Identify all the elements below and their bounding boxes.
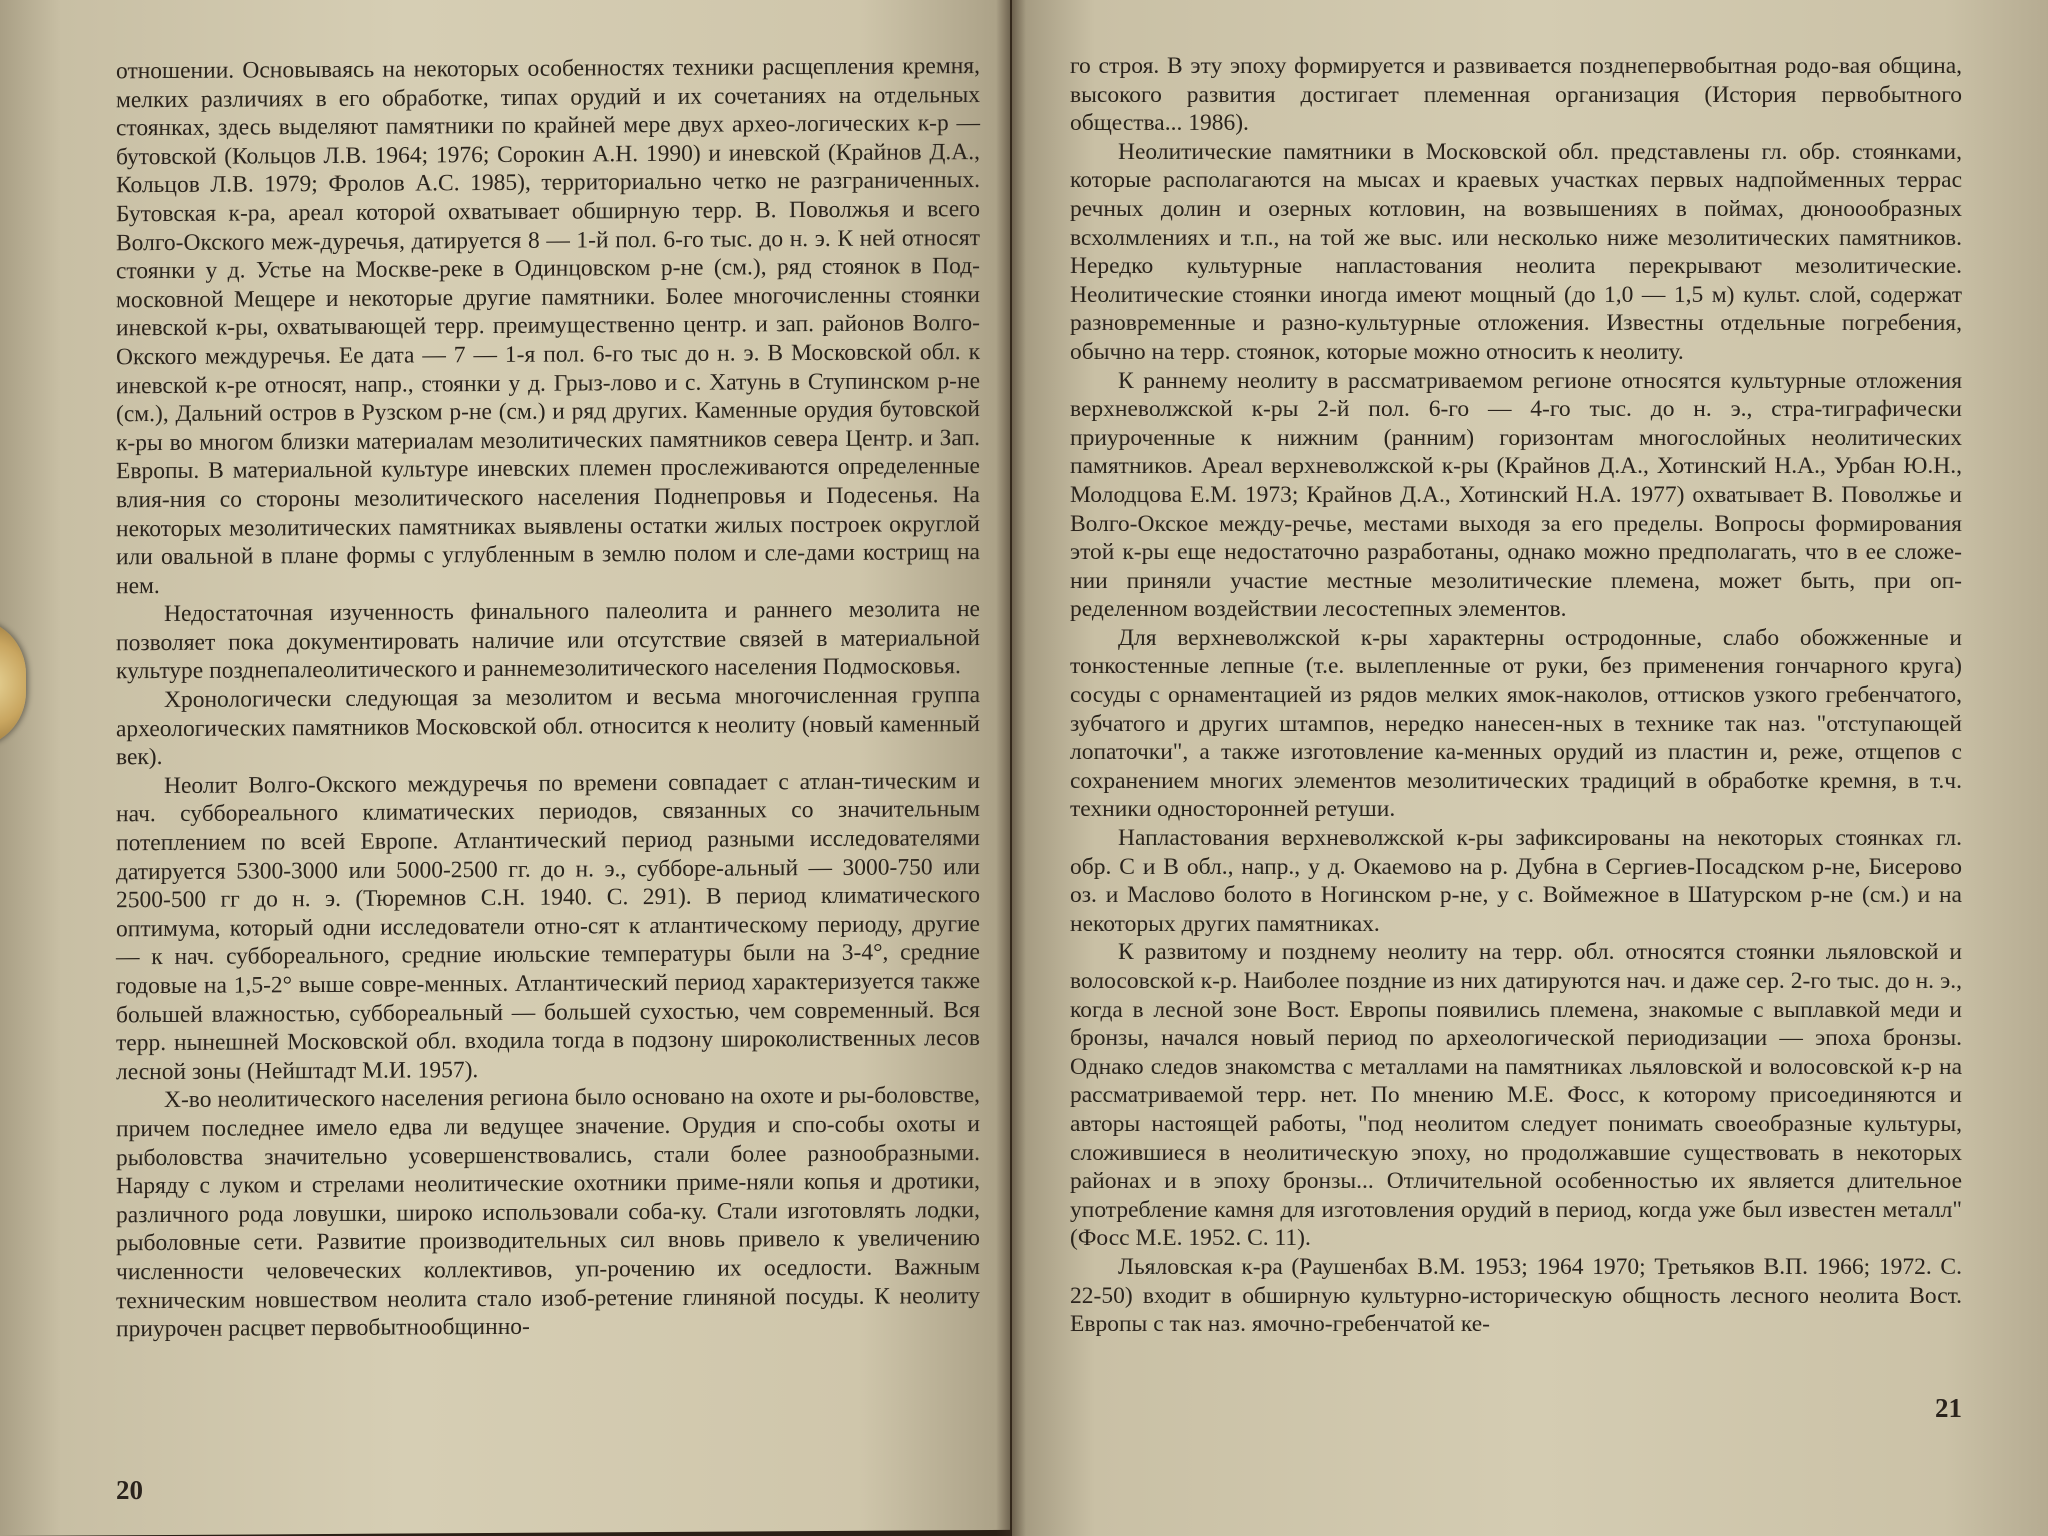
paragraph: Хронологически следующая за мезолитом и весьма многочисленная группа археологических памятников Московской обл. относится к неолиту (новый каменный век). — [116, 682, 980, 771]
left-page — [0, 0, 1010, 1536]
paragraph: Льяловская к-ра (Раушенбах В.М. 1953; 1964 1970; Третьяков В.П. 1966; 1972. С. 22-50) входит в обширную культурно-историческую общность лесного неолита Вост. Европы с так наз. ямочно-гребенчатой ке- — [1070, 1253, 1962, 1338]
paragraph: К раннему неолиту в рассматриваемом регионе относятся культурные отложения верхневолжской к-ры 2-й пол. 6-го — 4-го тыс. до н. э., стра-тиграфически приуроченные к нижним (ранним) горизонтам многослойных неолитических памятников. Ареал верхневолжской к-ры (Крайнов Д.А., Хотинский Н.А., Урбан Ю.Н., Молодцова Е.М. 1973; Крайнов Д.А., Хотинский Н.А. 1977) охватывает В. Поволжье и Волго-Окское между-речье, местами выходя за его пределы. Вопросы формирования этой к-ры еще недостаточно разработаны, однако можно предполагать, что в ее сложе-нии приняли участие местные мезолитические племена, может быть, при оп-ределенном воздействии лесостепных элементов. — [1070, 367, 1962, 623]
paragraph: го строя. В эту эпоху формируется и развивается позднепервобытная родо-вая община, высокого развития достигает племенная организация (История первобытного общества... 1986). — [1070, 53, 1962, 137]
page-number-left: 20 — [116, 1475, 143, 1505]
page-number-right: 21 — [1935, 1393, 1962, 1423]
paragraph: К развитому и позднему неолиту на терр. обл. относятся стоянки льяловской и волосовской к-р. Наиболее поздние из них датируются нач. и даже сер. 2-го тыс. до н. э., когда в лесной зоне Вост. Европы появились племена, знакомые с выплавкой меди и бронзы, начался новый период по археологической периодизации — эпоха бронзы. Однако следов знакомства с металлами на памятниках льяловской и волосовской к-р на рассматриваемой терр. нет. По мнению М.Е. Фосс, к которому присоединяются и авторы настоящей работы, "под неолитом следует понимать своеобразные культуры, сложившиеся в неолитическую эпоху, но продолжавшие существовать в некоторых районах и в эпоху бронзы... Отличительной особенностью их является длительное употребление камня для изготовления орудий в период, когда уже был известен металл" (Фосс М.Е. 1952. С. 11). — [1070, 939, 1962, 1252]
paragraph: Неолитические памятники в Московской обл. представлены гл. обр. стоянками, которые располагаются на мысах и краевых участках первых надпойменных террас речных долин и озерных котловин, на возвышениях в поймах, дюноообразных всхолмлениях и т.п., на той же выс. или несколько ниже мезолитических памятников. Нередко культурные напластования неолита перекрывают мезолитические. Неолитические стоянки иногда имеют мощный (до 1,0 — 1,5 м) культ. слой, содержат разновременные и разно-культурные отложения. Известны отдельные погребения, обычно на терр. стоянок, которые можно относить к неолиту. — [1070, 138, 1962, 365]
paragraph: Недостаточная изученность финального палеолита и раннего мезолита не позволяет пока документировать наличие или отсутствие связей в материальной культуре позднепалеолитического и раннемезолитического населения Подмосковья. — [116, 596, 980, 685]
paragraph: Х-во неолитического населения региона было основано на охоте и ры-боловстве, причем последнее имело едва ли ведущее значение. Орудия и спо-собы охоты и рыболовства значительно усовершенствовались, стали более разнообразными. Наряду с луком и стрелами неолитические охотники приме-няли копья и дротики, различного рода ловушки, широко использовали соба-ку. Стали изготовлять лодки, рыболовные сети. Развитие производительных сил вновь привело к увеличению численности человеческих коллективов, уп-рочению их оседлости. Важным техническим новшеством неолита стало изоб-ретение глиняной посуды. К неолиту приурочен расцвет первобытнообщинно- — [116, 1082, 980, 1343]
left-page-text — [116, 52, 980, 1344]
paragraph: Для верхневолжской к-ры характерны остродонные, слабо обожженные и тонкостенные лепные (т.е. вылепленные от руки, без применения гончарного круга) сосуды с орнаментацией из рядов мелких ямок-наколов, оттисков узкого гребенчатого, зубчатого и других штампов, нередко нанесен-ных в технике так наз. "отступающей лопаточки", а также изготовление ка-менных орудий из пластин и, реже, отщепов с сохранением многих элементов мезолитических традиций в обработке кремня, в т.ч. техники односторонней ретуши. — [1070, 624, 1962, 823]
right-page — [1012, 0, 2048, 1536]
paragraph: отношении. Основываясь на некоторых особенностях техники расщепления кремня, мелких различиях в его обработке, типах орудий и их сочетаниях на отдельных стоянках, здесь выделяют памятники по крайней мере двух архео-логических к-р — бутовской (Кольцов Л.В. 1964; 1976; Сорокин А.Н. 1990) и иневской (Крайнов Д.А., Кольцов Л.В. 1979; Фролов А.С. 1985), территориально четко не разграниченных. Бутовская к-ра, ареал которой охватывает обширную терр. В. Поволжья и всего Волго-Окского меж-дуречья, датируется 8 — 1-й пол. 6-го тыс. до н. э. К ней относят стоянки у д. Устье на Москве-реке в Одинцовском р-не (см.), ряд стоянок в Под-московной Мещере и некоторые другие памятники. Более многочисленны стоянки иневской к-ры, охватывающей терр. преимущественно центр. и зап. районов Волго-Окского междуречья. Ее дата — 7 — 1-я пол. 6-го тыс до н. э. В Московской обл. к иневской к-ре относят, напр., стоянки у д. Грыз-лово и с. Хатунь в Ступинском р-не (см.), Дальний остров в Рузском р-не (см.) и ряд других. Каменные орудия бутовской к-ры во многом близки материалам мезолитических памятников севера Центр. и Зап. Европы. В материальной культуре иневских племен прослеживаются определенные влия-ния со стороны мезолитического населения Поднепровья и Подесенья. На некоторых мезолитических памятниках выявлены остатки жилых построек округлой или овальной в плане формы с углубленным в землю полом и сле-дами кострищ на нем. — [116, 53, 980, 599]
right-page-text — [1070, 52, 1962, 1339]
book-gutter — [996, 0, 1026, 1536]
paragraph: Напластования верхневолжской к-ры зафиксированы на некоторых стоянках гл. обр. С и В обл., напр., у д. Окаемово на р. Дубна в Сергиев-Посадском р-не, Бисерово оз. и Маслово болото в Ногинском р-не, у с. Воймежное в Шатурском р-не (см.) и на некоторых других памятниках. — [1070, 825, 1962, 937]
paragraph: Неолит Волго-Окского междуречья по времени совпадает с атлан-тическим и нач. суббореального климатических периодов, связанных со значительным потеплением по всей Европе. Атлантический период разными исследователями датируется 5300-3000 или 5000-2500 гг. до н. э., субборе-альный — 3000-750 или 2500-500 гг до н. э. (Тюремнов С.Н. 1940. С. 291). В период климатического оптимума, который одни исследователи отно-сят к атлантическому периоду, другие — к нач. суббореального, средние июльские температуры были на 3-4°, средние годовые на 1,5-2° выше совре-менных. Атлантический период характеризуется также большей влажностью, суббореальный — большей сухостью, чем современный. Вся терр. нынешней Московской обл. входила тогда в подзону широколиственных лесов лесной зоны (Нейштадт М.И. 1957). — [116, 767, 980, 1086]
